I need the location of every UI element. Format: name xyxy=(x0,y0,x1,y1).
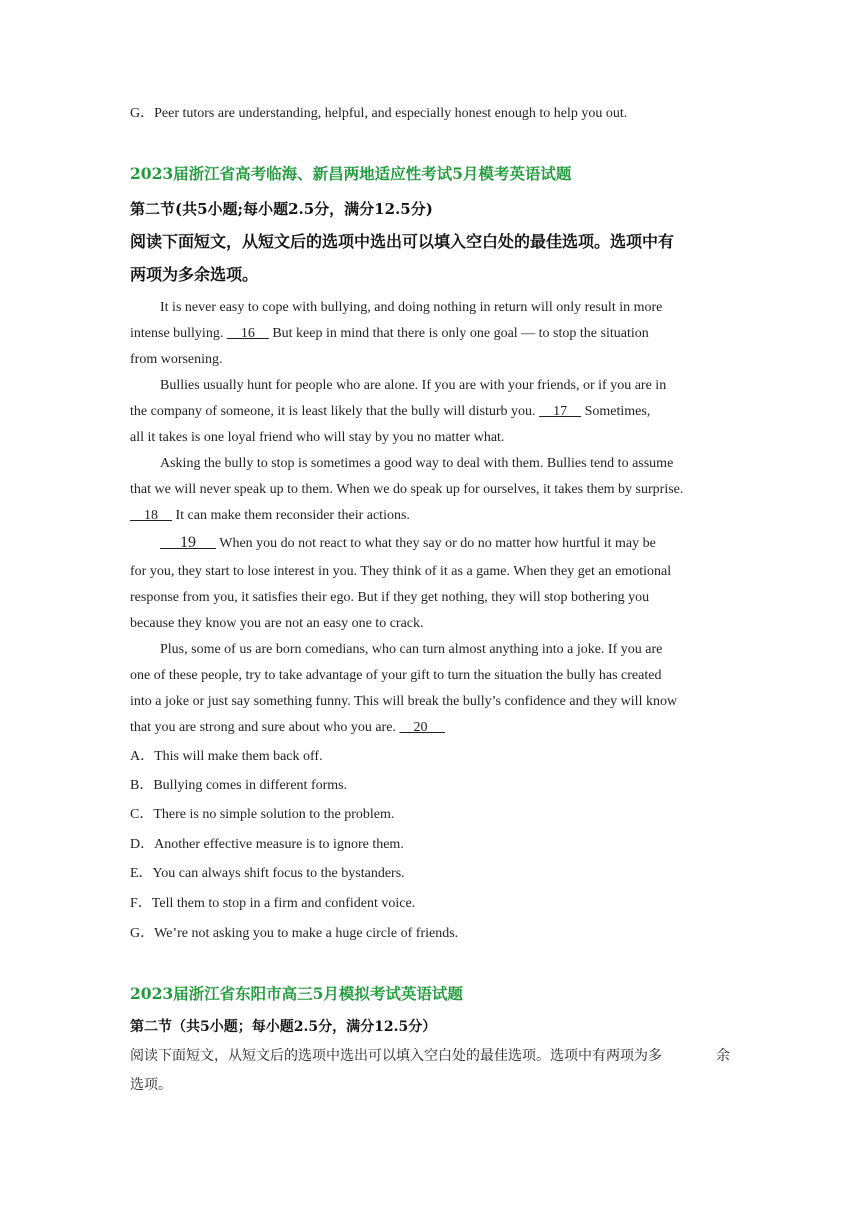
p2-line2-post: Sometimes, xyxy=(581,404,651,419)
p3-line3 xyxy=(130,507,410,525)
section2-part-heading: 第二节（共5小题；每小题2.5分，满分12.5分） xyxy=(130,1019,437,1035)
p5-line2: one of these people, try to take advantage of your gift to turn the situation the bully has created xyxy=(130,668,662,683)
p1-line1: It is never easy to cope with bullying, and doing nothing in return will only result in more xyxy=(160,300,663,315)
p3-line1: Asking the bully to stop is sometimes a good way to deal with them. Bullies tend to assume xyxy=(160,456,674,471)
p1-line3: from worsening. xyxy=(130,352,223,367)
blank-16: 16 xyxy=(226,326,269,341)
blank-19: 19 xyxy=(160,534,216,551)
section2-instruction-line1 xyxy=(130,1047,730,1065)
option-d: D．Another effective measure is to ignore them. xyxy=(130,837,404,852)
p2-line2-pre: the company of someone, it is least likely that the bully will disturb you. xyxy=(130,404,540,419)
section1-instruction-line1: 阅读下面短文，从短文后的选项中选出可以填入空白处的最佳选项。选项中有 xyxy=(130,232,675,251)
option-c: C．There is no simple solution to the problem. xyxy=(130,807,395,822)
section2-instruction-line2: 选项。 xyxy=(130,1077,172,1093)
option-e: E．You can always shift focus to the bystanders. xyxy=(130,866,405,881)
option-f: F．Tell them to stop in a firm and confident voice. xyxy=(130,896,416,911)
p4-line2: for you, they start to lose interest in you. They think of it as a game. When they get an emotional xyxy=(130,564,672,579)
section2-instruction-line1-b: 余 xyxy=(716,1048,730,1064)
p5-line1: Plus, some of us are born comedians, who can turn almost anything into a joke. If you are xyxy=(160,642,663,657)
p3-line2: that we will never speak up to them. When we do speak up for ourselves, it takes them by surprise. xyxy=(130,482,684,497)
p5-line4-pre: that you are strong and sure about who you are. xyxy=(130,720,400,735)
section1-instruction-line2: 两项为多余选项。 xyxy=(130,265,259,284)
blank-18: 18 xyxy=(130,508,172,523)
p4-line1-post: When you do not react to what they say or do no matter how hurtful it may be xyxy=(216,536,656,551)
section1-part-heading: 第二节(共5小题;每小题2.5分，满分12.5分) xyxy=(130,200,433,218)
p4-line3: response from you, it satisfies their ego. But if they get nothing, they will stop bothering you xyxy=(130,590,650,605)
p1-line2 xyxy=(130,325,649,343)
p5-line4 xyxy=(130,719,445,737)
p4-line1 xyxy=(160,534,656,553)
p3-line3-post: It can make them reconsider their actions. xyxy=(172,508,410,523)
option-b: B．Bullying comes in different forms. xyxy=(130,778,348,793)
option-a: A．This will make them back off. xyxy=(130,749,323,764)
p2-line1: Bullies usually hunt for people who are alone. If you are with your friends, or if you are in xyxy=(160,378,667,393)
option-g: G．We’re not asking you to make a huge circle of friends. xyxy=(130,926,459,941)
blank-17: 17 xyxy=(539,404,582,419)
blank-20: 20 xyxy=(399,720,445,735)
p5-line3: into a joke or just say something funny. This will break the bully’s confidence and they will know xyxy=(130,694,678,709)
previous-option-g: G．Peer tutors are understanding, helpful, and especially honest enough to help you out. xyxy=(130,106,628,121)
p2-line3: all it takes is one loyal friend who will stay by you no matter what. xyxy=(130,430,505,445)
section2-instruction-line1-a: 阅读下面短文，从短文后的选项中选出可以填入空白处的最佳选项。选项中有两项为多 xyxy=(130,1048,662,1064)
section2-title: 2023届浙江省东阳市高三5月模拟考试英语试题 xyxy=(130,984,463,1003)
p1-line2-pre: intense bullying. xyxy=(130,326,227,341)
p4-line4: because they know you are not an easy one to crack. xyxy=(130,616,424,631)
p2-line2 xyxy=(130,403,650,421)
section1-title: 2023届浙江省高考临海、新昌两地适应性考试5月模考英语试题 xyxy=(130,164,572,183)
p1-line2-post: But keep in mind that there is only one goal — to stop the situation xyxy=(268,326,649,341)
